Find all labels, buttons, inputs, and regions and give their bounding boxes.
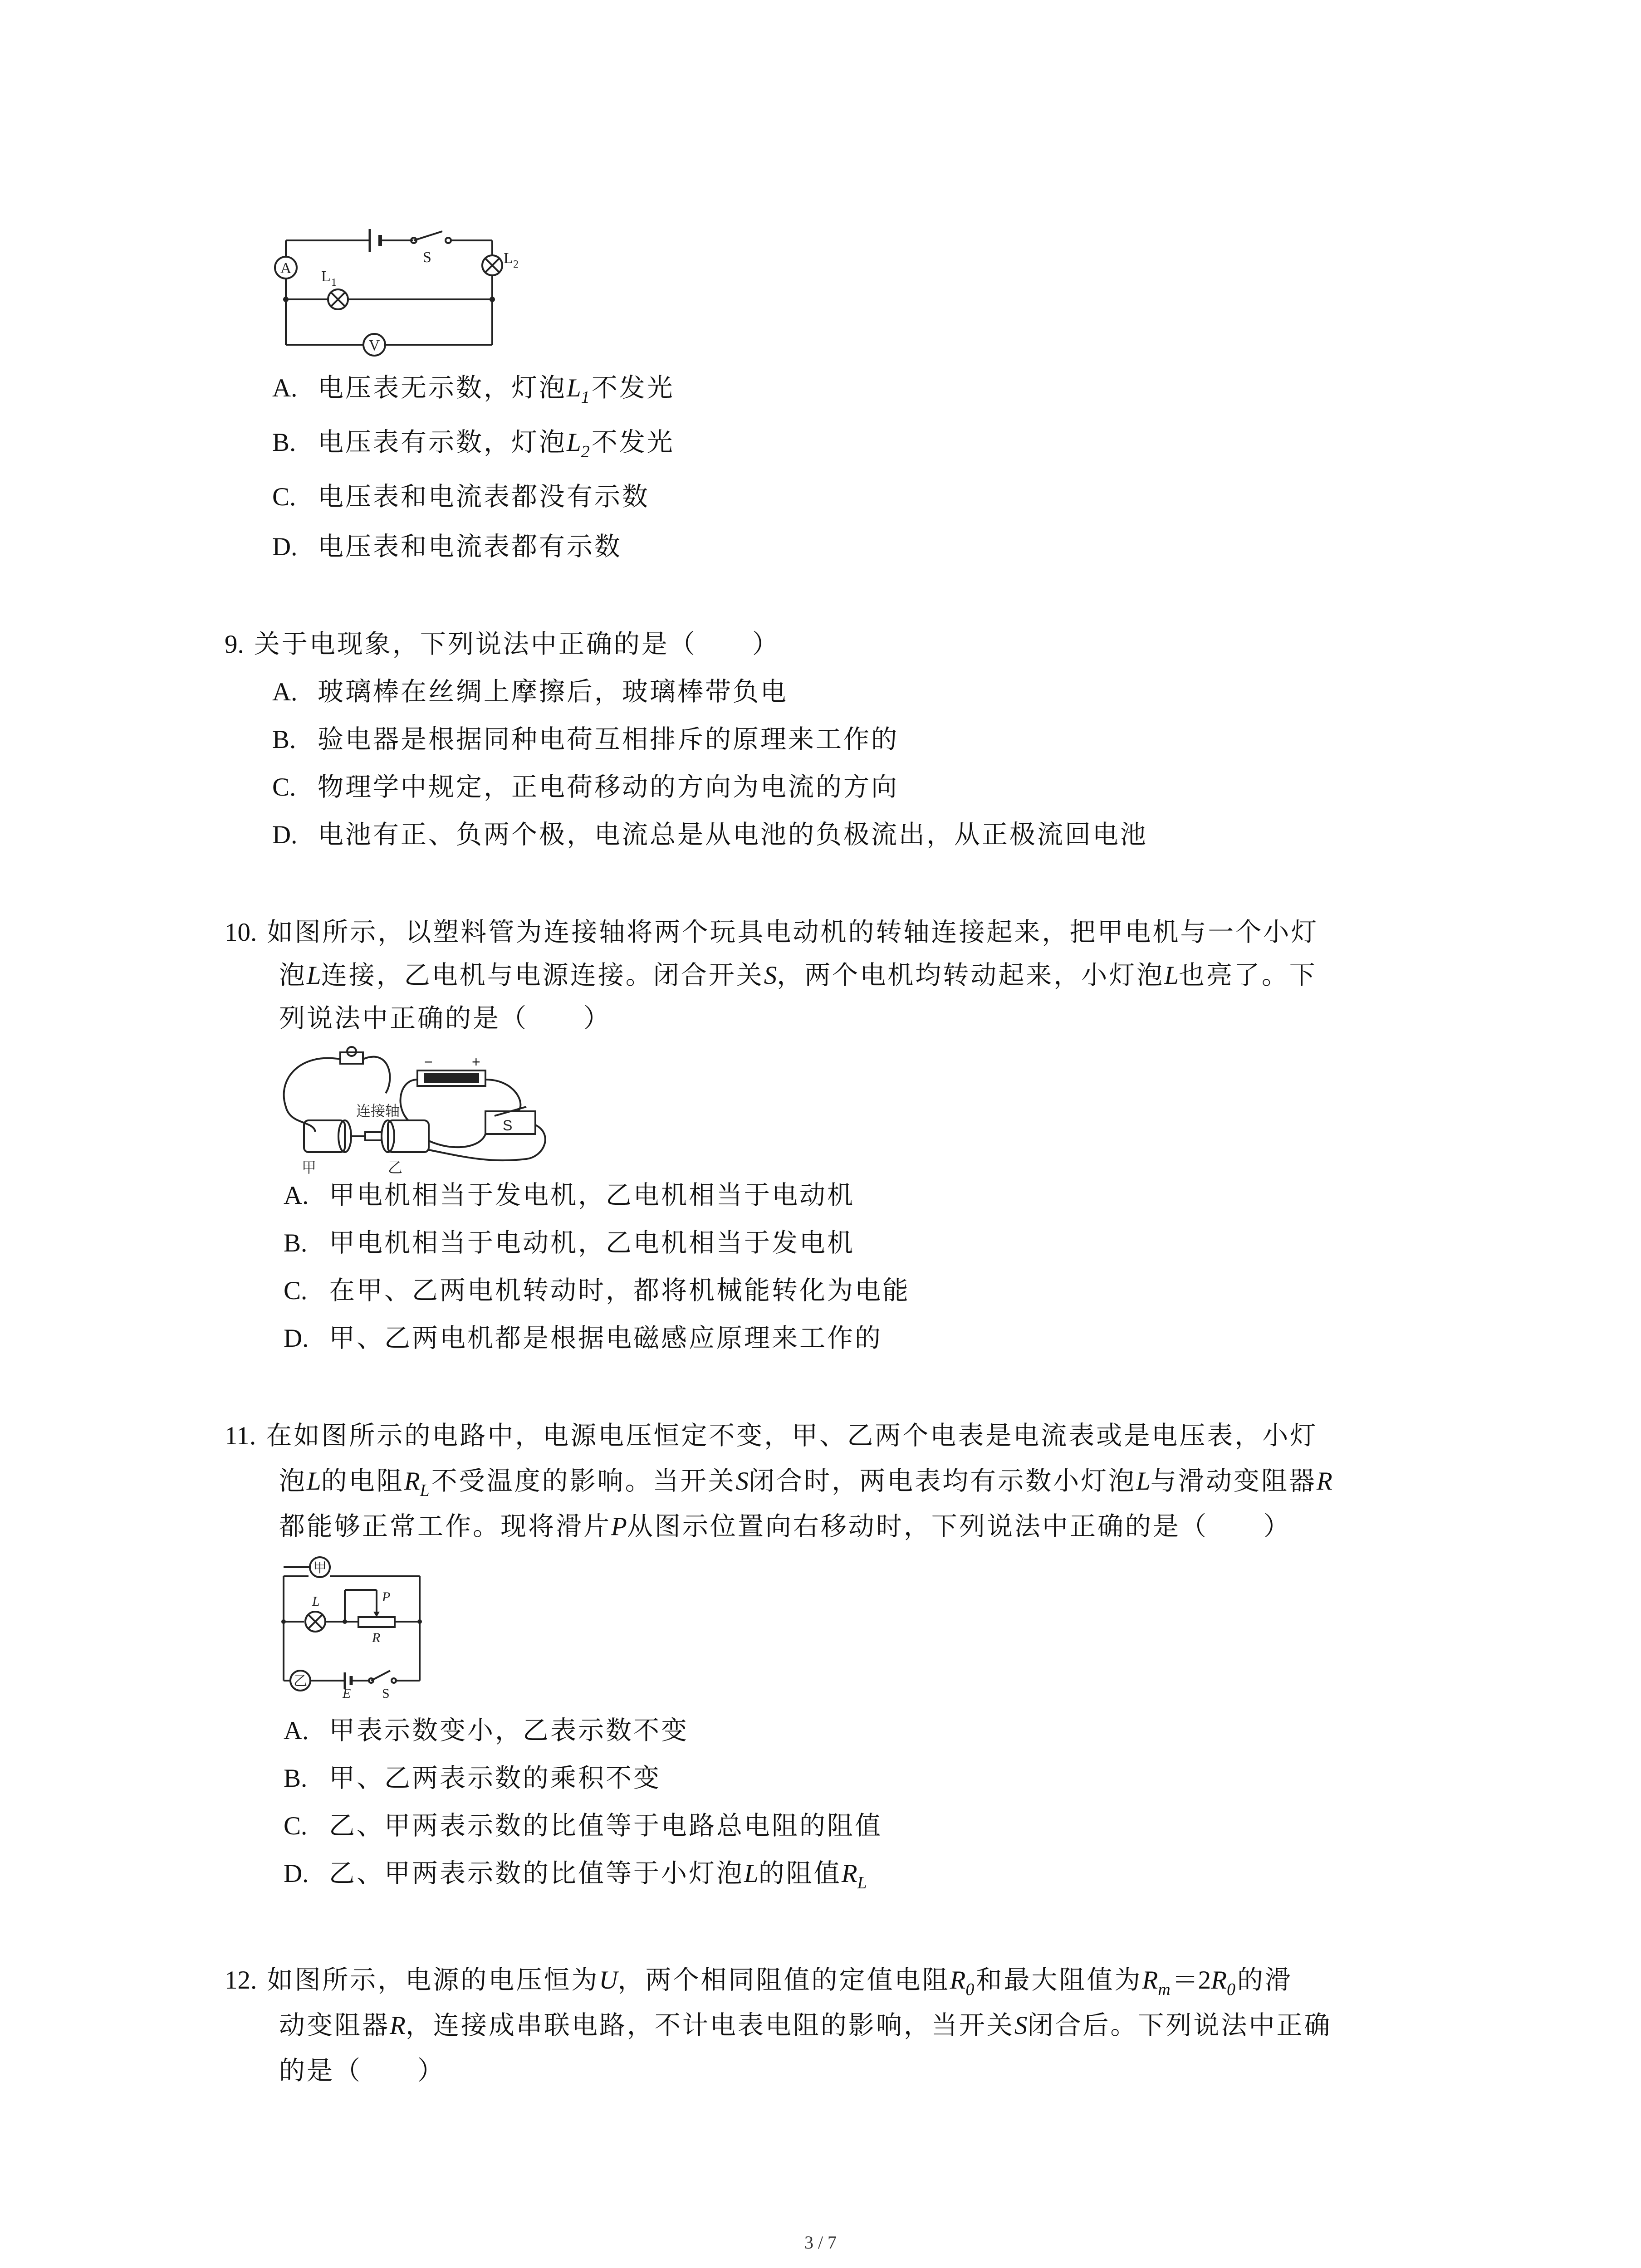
lamp2-sub: 2 [513,259,519,270]
q8-circuit-diagram [268,213,540,367]
motor-jia-label: 甲 [302,1159,317,1175]
ammeter-symbol: A [280,260,292,277]
q11-stem-line3: 都能够正常工作。现将滑片P从图示位置向右移动时，下列说法中正确的是（ ） [279,1511,1291,1541]
q11-stem-line2: 泡L的电阻$R_L$不受温度的影响。当开关S闭合时，两电表均有示数小灯泡L与滑动变阻器R [279,1466,1332,1500]
q11-option-a: A. 甲表示数变小，乙表示数不变 [284,1716,689,1745]
q10-stem-line3: 列说法中正确的是（ ） [279,1003,611,1033]
q10-option-d: D. 甲、乙两电机都是根据电磁感应原理来工作的 [284,1323,882,1353]
q10-option-a: A. 甲电机相当于发电机，乙电机相当于电动机 [284,1180,855,1210]
switch-label: S [423,249,431,266]
q8-option-d: D. 电压表和电流表都有示数 [272,532,622,562]
source-label: E [343,1686,351,1699]
q9-option-c: C. 物理学中规定，正电荷移动的方向为电流的方向 [272,772,899,802]
q9-stem: 9. 关于电现象，下列说法中正确的是（ ） [225,629,780,659]
meter-jia-symbol: 甲 [313,1560,327,1576]
q9-option-b: B. 验电器是根据同种电荷互相排斥的原理来工作的 [272,724,899,754]
q10-stem-line2: 泡L连接，乙电机与电源连接。闭合开关S，两个电机均转动起来，小灯泡L也亮了。下 [279,960,1317,990]
meter-yi-symbol: 乙 [294,1673,307,1689]
q12-stem-line1: 12. 如图所示，电源的电压恒为U，两个相同阻值的定值电阻$R_0$和最大阻值为$R_m=2R_0$的滑 [225,1965,1293,1999]
q11-stem-line1: 11. 在如图所示的电路中，电源电压恒定不变，甲、乙两个电表是电流表或是电压表，小灯 [225,1421,1318,1451]
q8-option-c: C. 电压表和电流表都没有示数 [272,482,650,512]
q11-circuit-diagram [277,1554,431,1699]
q11-option-d: D. 乙、甲两表示数的比值等于小灯泡L的阻值$R_L$ [284,1858,869,1892]
slider-label: P [382,1589,391,1604]
q9-option-d: D. 电池有正、负两个极，电流总是从电池的负极流出，从正极流回电池 [272,820,1148,850]
lamp1-sub: 1 [331,277,337,288]
voltmeter-symbol: V [368,337,380,354]
q9-option-a: A. 玻璃棒在丝绸上摩擦后，玻璃棒带负电 [272,677,788,707]
q12-stem-line2: 动变阻器R，连接成串联电路，不计电表电阻的影响，当开关S闭合后。下列说法中正确 [279,2010,1332,2040]
q10-stem-line1: 10. 如图所示，以塑料管为连接轴将两个玩具电动机的转轴连接起来，把甲电机与一个小灯 [225,917,1319,947]
lamp-label: L [312,1594,320,1609]
battery-minus: − [424,1054,433,1070]
q8-option-a: A. 电压表无示数，灯泡$L_1$不发光 [272,373,675,407]
q10-option-c: C. 在甲、乙两电机转动时，都将机械能转化为电能 [284,1276,910,1305]
q8-option-b: B. 电压表有示数，灯泡$L_2$不发光 [272,427,675,461]
q10-switch-label: S [503,1117,513,1134]
q10-motor-diagram [272,1043,554,1175]
lamp1-label: L [321,268,331,285]
lamp2-label: L [504,250,513,267]
page-number: 3 / 7 [804,2232,837,2253]
motor-yi-label: 乙 [388,1159,403,1175]
q11-option-c: C. 乙、甲两表示数的比值等于电路总电阻的阻值 [284,1811,882,1841]
axle-label: 连接轴 [356,1102,400,1119]
q10-option-b: B. 甲电机相当于电动机，乙电机相当于发电机 [284,1228,855,1258]
q12-stem-line3: 的是（ ） [279,2056,445,2086]
q11-switch-label: S [382,1686,390,1699]
rheostat-label: R [372,1630,381,1645]
battery-plus: + [472,1054,480,1070]
q11-option-b: B. 甲、乙两表示数的乘积不变 [284,1763,661,1793]
